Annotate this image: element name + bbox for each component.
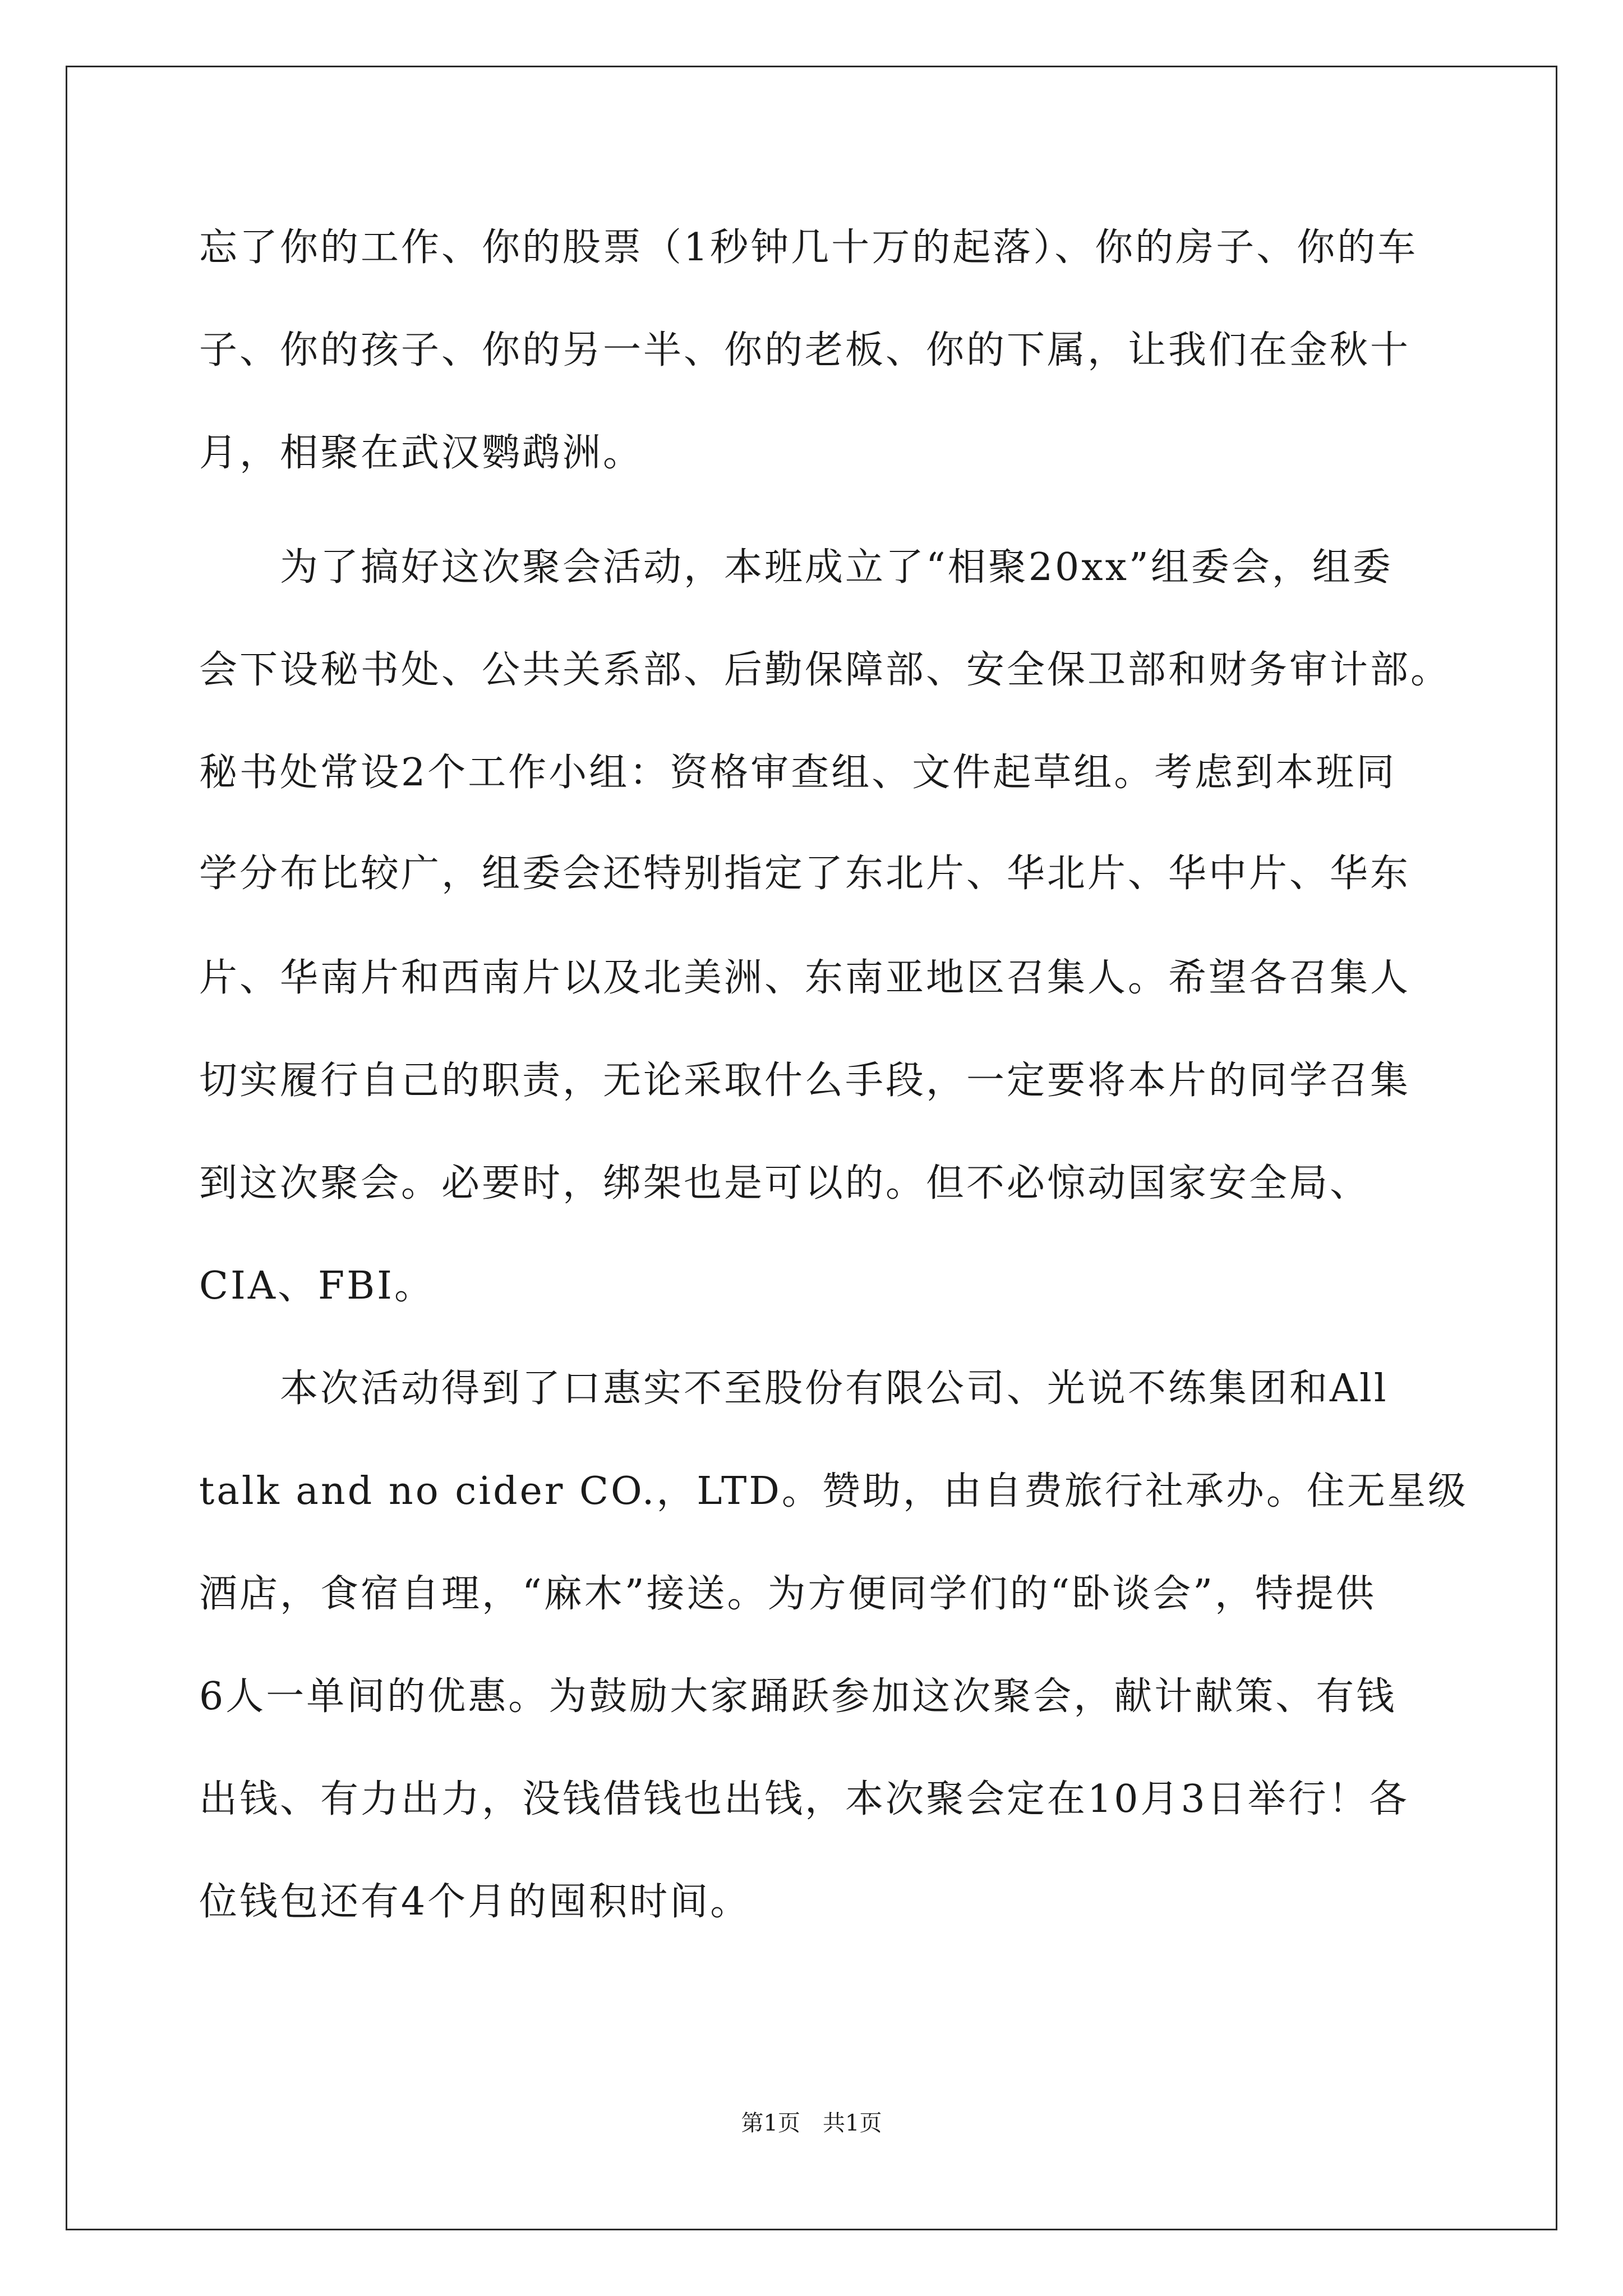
text-line: 为了搞好这次聚会活动，本班成立了“相聚20xx”组委会，组委 bbox=[199, 545, 1393, 590]
text-line: talk and no cider CO.，LTD。赞助，由自费旅行社承办。住无星级 bbox=[199, 1469, 1468, 1513]
text-line: 秘书处常设2个工作小组：资格审查组、文件起草组。考虑到本班同 bbox=[199, 751, 1397, 795]
text-line: 出钱、有力出力，没钱借钱也出钱，本次聚会定在10月3日举行！各 bbox=[199, 1777, 1409, 1821]
text-line: 到这次聚会。必要时，绑架也是可以的。但不必惊动国家安全局、 bbox=[199, 1161, 1371, 1205]
text-line: CIA、FBI。 bbox=[199, 1264, 435, 1308]
text-line: 学分布比较广，组委会还特别指定了东北片、华北片、华中片、华东 bbox=[199, 852, 1411, 896]
text-line: 月，相聚在武汉鹦鹉洲。 bbox=[199, 431, 644, 475]
text-line: 会下设秘书处、公共关系部、后勤保障部、安全保卫部和财务审计部。 bbox=[199, 648, 1451, 692]
text-line: 子、你的孩子、你的另一半、你的老板、你的下属，让我们在金秋十 bbox=[199, 328, 1411, 372]
text-line: 本次活动得到了口惠实不至股份有限公司、光说不练集团和All bbox=[199, 1366, 1389, 1411]
text-line: 6人一单间的优惠。为鼓励大家踊跃参加这次聚会，献计献策、有钱 bbox=[199, 1674, 1397, 1719]
page-number-footer: 第1页 共1页 bbox=[741, 2110, 882, 2136]
text-line: 酒店，食宿自理，“麻木”接送。为方便同学们的“卧谈会”，特提供 bbox=[199, 1572, 1377, 1616]
text-line: 切实履行自己的职责，无论采取什么手段，一定要将本片的同学召集 bbox=[199, 1059, 1411, 1103]
text-line: 片、华南片和西南片以及北美洲、东南亚地区召集人。希望各召集人 bbox=[199, 956, 1411, 1000]
text-line: 忘了你的工作、你的股票（1秒钟几十万的起落）、你的房子、你的车 bbox=[199, 226, 1418, 270]
text-line: 位钱包还有4个月的囤积时间。 bbox=[199, 1880, 751, 1924]
